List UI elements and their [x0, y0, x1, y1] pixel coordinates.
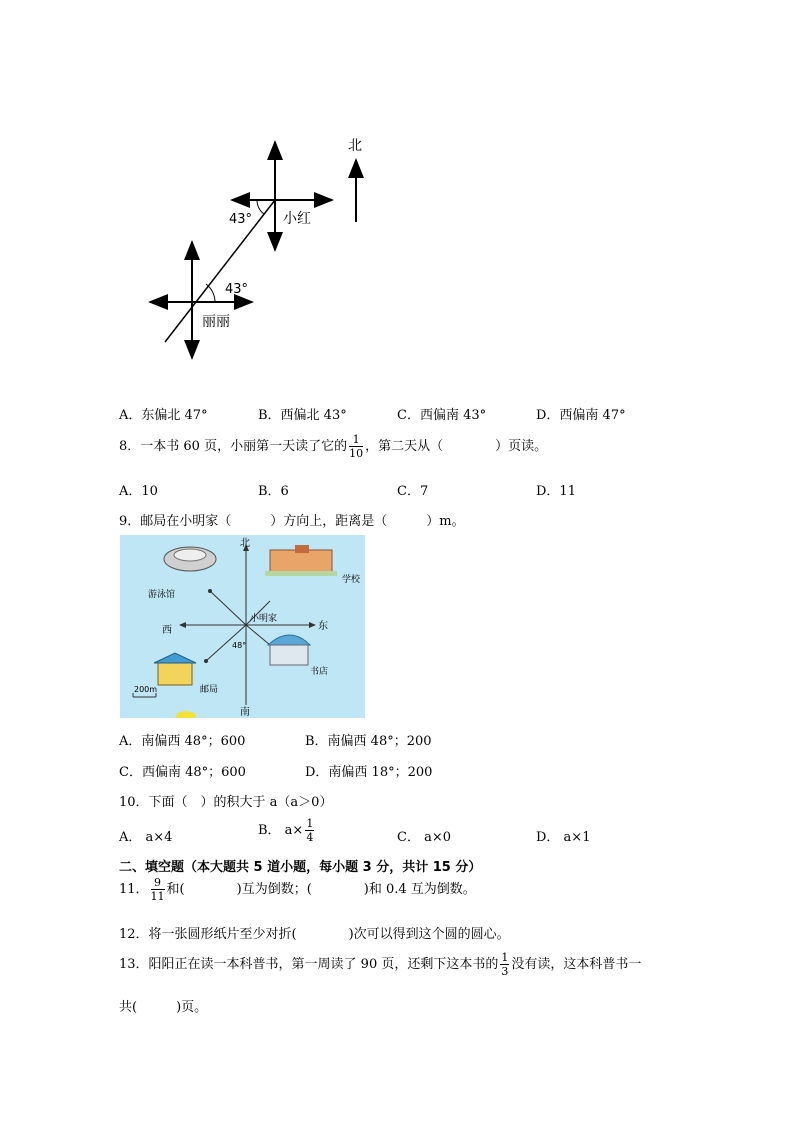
question-8 — [119, 434, 547, 459]
q8-prefix: 8．一本书 60 页，小丽第一天读了它的 — [119, 439, 348, 454]
q13-frac-den: 3 — [501, 965, 509, 978]
q7-option-a: A．东偏北 47° — [119, 408, 208, 423]
map-south: 南 — [240, 707, 250, 718]
q10-option-c: C． a×0 — [397, 830, 451, 845]
q8-suffix: ，第二天从（ ）页读。 — [365, 439, 548, 454]
q9-map — [120, 535, 365, 718]
question-9: 9．邮局在小明家（ ）方向上，距离是（ ）m。 — [119, 514, 465, 529]
person-label-xiaohong: 小红 — [283, 211, 311, 227]
q10-option-b-fraction — [305, 818, 314, 843]
q11-suffix: 和( )互为倒数；( )和 0.4 互为倒数。 — [166, 882, 476, 897]
q10-option-a: A． a×4 — [119, 830, 173, 845]
q11-fraction — [151, 877, 165, 902]
q9-option-b: B．南偏西 48°；200 — [305, 734, 432, 749]
q13-frac-num: 1 — [501, 951, 509, 964]
q7-option-d: D．西偏南 47° — [536, 408, 626, 423]
q8-frac-num: 1 — [349, 434, 363, 447]
question-13 — [119, 952, 641, 977]
angle-label-bottom: 43° — [225, 282, 249, 297]
q10-option-b-prefix: B． a× — [258, 823, 304, 838]
q8-option-c: C．7 — [397, 484, 429, 499]
q8-option-b: B．6 — [258, 484, 289, 499]
map-home: 小明家 — [250, 614, 278, 624]
question-11 — [119, 877, 476, 902]
person-label-lili: 丽丽 — [202, 314, 230, 330]
q10-optb-num: 1 — [306, 817, 314, 830]
q8-option-d: D．11 — [536, 484, 576, 499]
map-school: 学校 — [342, 575, 361, 585]
q9-option-c: C．西偏南 48°；600 — [119, 765, 246, 780]
q10-optb-den: 4 — [306, 831, 314, 844]
q13-fraction — [500, 952, 509, 977]
question-13-line2: 共( )页。 — [119, 1000, 208, 1015]
q11-prefix: 11． — [119, 882, 149, 897]
q8-frac-den: 10 — [349, 447, 364, 460]
map-west: 西 — [162, 625, 172, 636]
q9-option-d: D．南偏西 18°；200 — [305, 765, 433, 780]
map-swimming: 游泳馆 — [148, 590, 176, 600]
question-12: 12．将一张圆形纸片至少对折( )次可以得到这个圆的圆心。 — [119, 927, 510, 942]
angle-label-top: 43° — [229, 212, 253, 227]
q10-option-b — [258, 818, 316, 843]
section-2-heading: 二、填空题（本大题共 5 道小题，每小题 3 分，共计 15 分） — [119, 860, 482, 875]
q13-prefix: 13．阳阳正在读一本科普书，第一周读了 90 页，还剩下这本书的 — [119, 957, 499, 972]
map-post: 邮局 — [200, 685, 219, 695]
map-scale: 200m — [134, 685, 158, 694]
q10-option-d: D． a×1 — [536, 830, 591, 845]
map-angle: 48° — [232, 641, 247, 650]
map-east: 东 — [318, 621, 328, 632]
q9-option-a: A．南偏西 48°；600 — [119, 734, 246, 749]
question-10: 10．下面（ ）的积大于 a（a＞0） — [119, 795, 333, 810]
q13-suffix: 没有读，这本科普书一 — [511, 957, 642, 972]
q7-option-c: C．西偏南 43° — [397, 408, 487, 423]
map-north: 北 — [240, 538, 250, 549]
q11-frac-den: 11 — [150, 890, 165, 903]
q7-option-b: B．西偏北 43° — [258, 408, 347, 423]
direction-diagram — [140, 130, 380, 370]
north-label: 北 — [348, 138, 362, 154]
q8-fraction — [349, 434, 363, 459]
q8-option-a: A．10 — [119, 484, 158, 499]
q11-frac-num: 9 — [151, 877, 165, 890]
angle-arc-top — [257, 200, 264, 214]
map-bookstore: 书店 — [310, 667, 329, 677]
